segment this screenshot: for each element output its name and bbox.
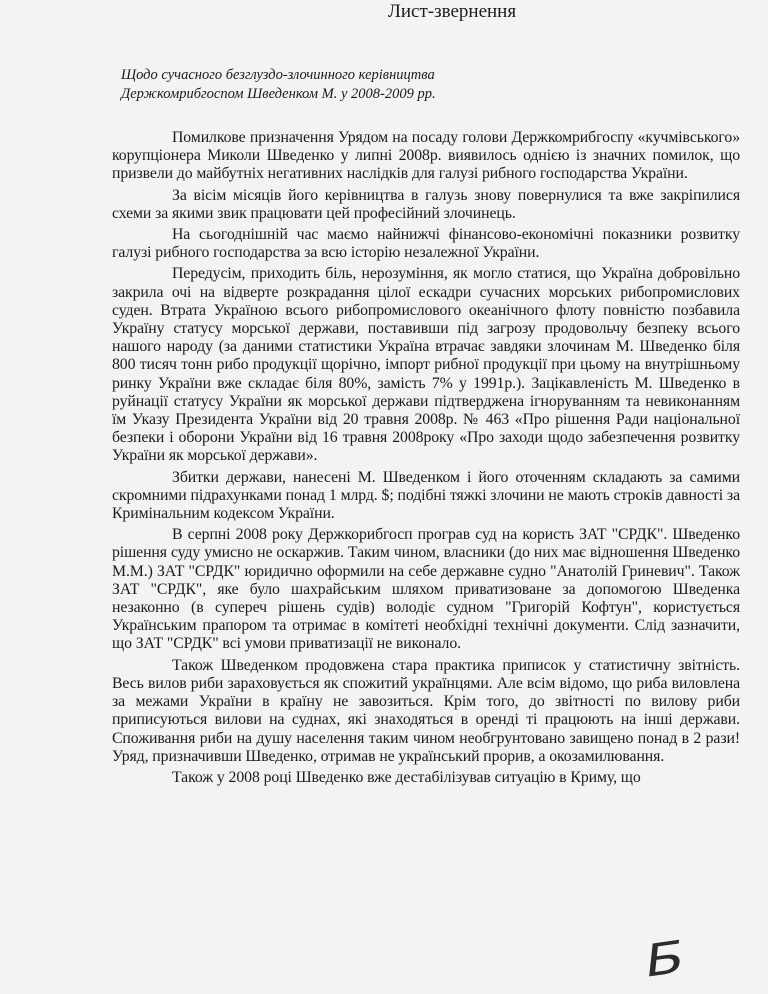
body-paragraph: За вісім місяців його керівництва в галузь знову повернулися та вже закріпилися схеми за якими звик працювати цей професійний злочинець.	[112, 186, 740, 222]
document-title: Лист-звернення	[388, 1, 517, 22]
body-paragraph: Помилкове призначення Урядом на посаду голови Держкомрибгоспу «кучмівського» корупціонера Миколи Шведенко у липні 2008р. виявилось однією із значних помилок, що призвели до майбутніх негативних наслідків для галузі рибного господарства України.	[112, 129, 740, 183]
body-paragraph: В серпні 2008 року Держкорибгосп програв суд на користь ЗАТ "СРДК". Шведенко рішення суду умисно не оскаржив. Таким чином, власники (до них має відношення Шведенко М.М.) ЗАТ "СРДК" юридично оформили на себе державне судно "Анатолій Гриневич". Також ЗАТ "СРДК", яке було шахрайським шляхом приватизоване за допомогою Шведенка незаконно (в супереч рішень судів) володіє судном "Григорій Кофтун", користується Українським прапором та отримає в комітеті необхідні технічні документи. Слід зазначити, що ЗАТ "СРДК" всі умови приватизації не виконало.	[112, 526, 740, 653]
body-paragraph: На сьогоднішній час маємо найнижчі фінансово-економічні показники розвитку галузі рибного господарства за всю історію незалежної України.	[112, 226, 740, 262]
body-paragraph: Збитки держави, нанесені М. Шведенком і його оточенням складають за самими скромними підрахунками понад 1 млрд. $; подібні тяжкі злочини не мають строків давності за Кримінальним кодексом України.	[112, 468, 740, 523]
body-paragraph: Передусім, приходить біль, нерозуміння, як могло статися, що Україна добровільно закрила очі на відверте розкрадання цілої ескадри сучасних морських рибопромислових суден. Втрата Україною всього рибопромислового океанічного флоту повністю позбавила Україну статусу морської держави, поставивши під загрозу продовольчу безпеку всього нашого народу (за даними статистики Україна втрачає завдяки злочинам М. Шведенко біля 800 тисяч тонн рибо продукції щорічно, імпорт рибної продукції при цьому на внутрішньому ринку України вже складає біля 80%, замість 7% у 1991р.). Зацікавленість М. Шведенко в руйнації статусу України як морської держави підтверджена ігноруванням та невиконанням їм Указу Президента України від 20 травня 2008р. № 463 «Про рішення Ради національної безпеки і оборони України від 16 травня 2008року «Про заходи щодо забезпечення розвитку України як морської держави».	[112, 265, 740, 465]
handwritten-page-mark: Б	[642, 931, 689, 988]
body-paragraph: Також у 2008 році Шведенко вже дестабілізував ситуацію в Криму, що	[172, 768, 641, 786]
body-paragraph: Також Шведенком продовжена стара практика приписок у статистичну звітність. Весь вилов риби зараховується як спожитий українцями. Але всім відомо, що риба виловлена за межами України в країну не завозиться. Крім того, до звітності по вилову риби приписуються вилови на суднах, які знаходяться в оренді ті працюють на інші держави. Споживання риби на душу населення таким чином необгрунтовано завищено понад в 2 рази! Уряд, призначивши Шведенко, отримав не український прорив, а окозамилювання.	[112, 656, 740, 765]
document-subject: Щодо сучасного безглуздо-злочинного керівництва Держкомрибгоспом Шведенком М. у 2008-2009 рр.	[121, 67, 436, 102]
document-body	[112, 129, 740, 790]
